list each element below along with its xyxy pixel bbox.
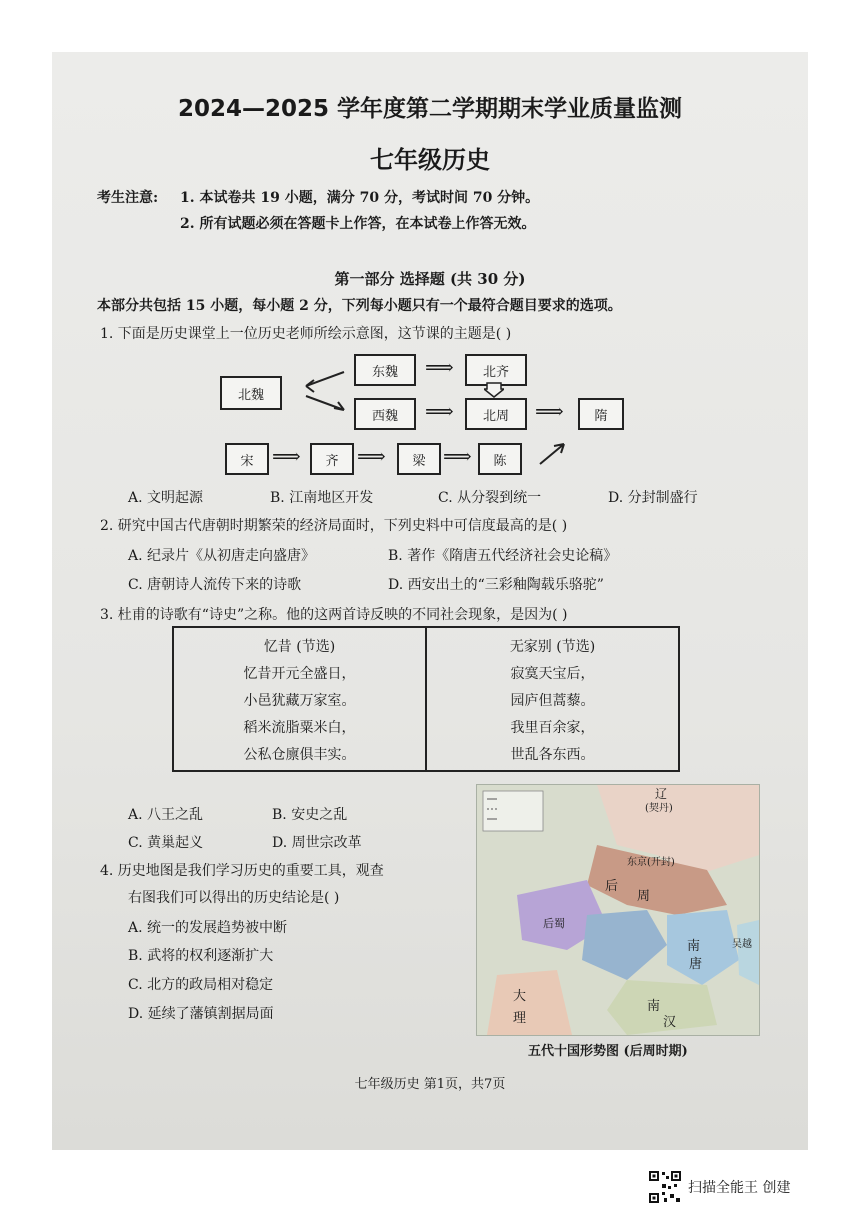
diagram-node: 齐 [310, 443, 354, 475]
q2-option-c: C. 唐朝诗人流传下来的诗歌 [128, 577, 302, 593]
q4-option-b: B. 武将的权利逐渐扩大 [128, 948, 274, 964]
exam-title: 2024—2025 学年度第二学期期末学业质量监测 [177, 96, 683, 122]
q2-option-b: B. 著作《隋唐五代经济社会史论稿》 [388, 548, 618, 564]
notice-line-1: 1. 本试卷共 19 小题，满分 70 分，考试时间 70 分钟。 [180, 190, 540, 206]
flow-arrow: ⟹ [535, 399, 564, 423]
q1-option-a: A. 文明起源 [128, 490, 204, 506]
q4-option-c: C. 北方的政局相对稳定 [128, 977, 274, 993]
page-footer: 七年级历史 第1页，共7页 [354, 1077, 506, 1092]
poem-line: 忆昔开元全盛日， [243, 666, 356, 682]
map-label: 南 [647, 999, 661, 1014]
poem-line: 稻米流脂粟米白， [243, 720, 356, 736]
poem-line: 寂寞天宝后， [510, 666, 595, 682]
q2-stem: 2. 研究中国古代唐朝时期繁荣的经济局面时，下列史料中可信度最高的是( ) [100, 518, 568, 534]
q1-stem: 1. 下面是历史课堂上一位历史老师所绘示意图，这节课的主题是( ) [100, 326, 512, 342]
poem-line: 小邑犹藏万家室。 [243, 693, 356, 709]
notice-label: 考生注意: [97, 190, 159, 206]
diagram-node: 宋 [225, 443, 269, 475]
q3-option-a: A. 八王之乱 [128, 807, 204, 823]
map-label: 大 [513, 989, 527, 1004]
diagram-node: 北魏 [220, 376, 282, 410]
flow-arrow: ⟹ [443, 444, 472, 468]
flow-arrow: ⟹ [272, 444, 301, 468]
flow-arrow: ⟹ [357, 444, 386, 468]
flow-arrow: ⟹ [425, 399, 454, 423]
map-caption: 五代十国形势图 (后周时期) [528, 1044, 688, 1059]
poem-line: 世乱各东西。 [510, 747, 595, 763]
map-label: 汉 [663, 1015, 677, 1030]
q4-stem-line1: 4. 历史地图是我们学习历史的重要工具，观查 [100, 863, 384, 879]
down-arrow [484, 382, 504, 398]
map-label: 后蜀 [543, 917, 565, 930]
map-label: 周 [637, 889, 651, 904]
q3-option-b: B. 安史之乱 [272, 807, 348, 823]
diagram-node: 隋 [578, 398, 624, 430]
five-dynasties-map [476, 784, 760, 1036]
qr-code-icon [648, 1170, 682, 1204]
q4-option-d: D. 延续了藩镇割据局面 [128, 1006, 274, 1022]
q2-option-d: D. 西安出土的“三彩釉陶载乐骆驼” [388, 577, 604, 593]
q4-option-a: A. 统一的发展趋势被中断 [128, 920, 288, 936]
map-label: 唐 [689, 957, 703, 972]
merge-arrow [536, 438, 572, 468]
q3-option-d: D. 周世宗改革 [272, 835, 362, 851]
map-label: 东京(开封) [627, 857, 675, 868]
poem-title: 无家别 (节选) [509, 639, 596, 655]
poem-line: 园庐但蒿藜。 [510, 693, 595, 709]
part1-instruction: 本部分共包括 15 小题，每小题 2 分，下列每小题只有一个最符合题目要求的选项。 [97, 298, 622, 314]
q1-option-d: D. 分封制盛行 [608, 490, 698, 506]
exam-subtitle: 七年级历史 [370, 145, 490, 174]
q3-option-c: C. 黄巢起义 [128, 835, 204, 851]
q3-stem: 3. 杜甫的诗歌有“诗史”之称。他的这两首诗反映的不同社会现象，是因为( ) [100, 607, 568, 623]
diagram-node: 北齐 [465, 354, 527, 386]
diagram-node: 西魏 [354, 398, 416, 430]
notice-line-2: 2. 所有试题必须在答题卡上作答，在本试卷上作答无效。 [180, 216, 536, 232]
map-label: 辽 [655, 787, 668, 801]
map-label: 吴越 [732, 939, 752, 950]
diagram-node: 东魏 [354, 354, 416, 386]
poem-table [172, 626, 680, 772]
map-label: (契丹) [645, 803, 673, 814]
map-label: 南 [687, 939, 701, 954]
flow-arrow: ⟹ [425, 355, 454, 379]
poem-line: 公私仓廪俱丰实。 [243, 747, 356, 763]
scanner-watermark [648, 1170, 790, 1204]
part1-heading: 第一部分 选择题 (共 30 分) [334, 270, 526, 288]
split-arrows [300, 362, 350, 418]
poem-title: 忆昔 (节选) [263, 639, 336, 655]
map-label: 后 [605, 879, 619, 894]
map-label: 理 [513, 1011, 527, 1026]
scanner-brand-text: 扫描全能王 创建 [688, 1180, 791, 1196]
diagram-node: 梁 [397, 443, 441, 475]
q1-option-c: C. 从分裂到统一 [438, 490, 542, 506]
q4-stem-line2: 右图我们可以得出的历史结论是( ) [128, 890, 340, 906]
q2-option-a: A. 纪录片《从初唐走向盛唐》 [128, 548, 316, 564]
diagram-node: 北周 [465, 398, 527, 430]
poem-wujiabie [426, 627, 679, 771]
diagram-node: 陈 [478, 443, 522, 475]
poem-line: 我里百余家， [510, 720, 595, 736]
q1-option-b: B. 江南地区开发 [270, 490, 374, 506]
poem-yixi [173, 627, 426, 771]
